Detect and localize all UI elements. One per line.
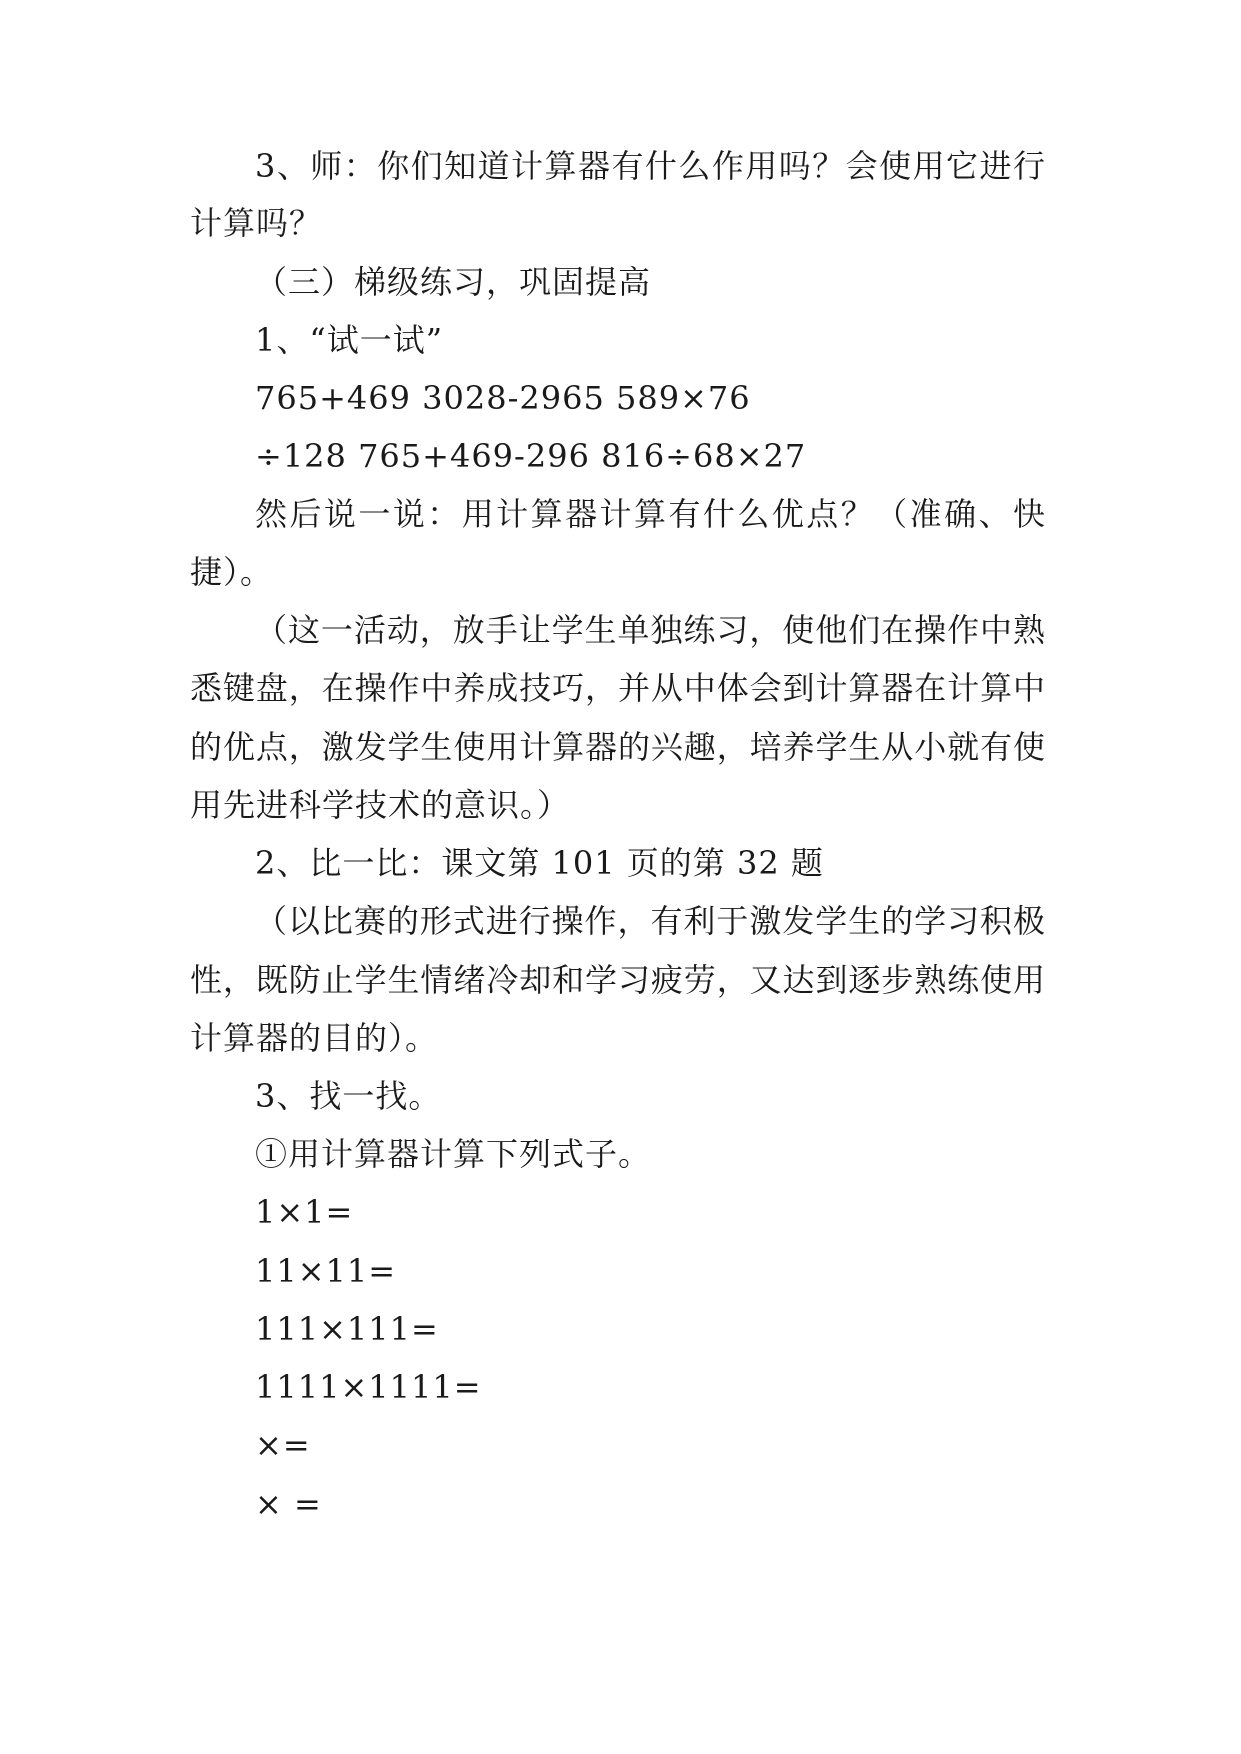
math-expression-line: 1111×1111= bbox=[255, 1368, 482, 1406]
math-expression-line: × = bbox=[255, 1485, 322, 1523]
exercise-heading: 1、“试一试” bbox=[255, 321, 444, 359]
exercise-heading: 3、找一找。 bbox=[255, 1077, 442, 1115]
paragraph-line: 然后说一说：用计算器计算有什么优点？（准确、快 bbox=[255, 495, 1045, 533]
paragraph-line: 捷）。 bbox=[190, 553, 274, 591]
paragraph-line: ①用计算器计算下列式子。 bbox=[255, 1135, 652, 1173]
math-expression-line: ÷128 765+469-296 816÷68×27 bbox=[255, 437, 807, 475]
math-expression-line: 11×11= bbox=[255, 1252, 397, 1290]
section-heading: （三）梯级练习，巩固提高 bbox=[255, 263, 652, 301]
paragraph-line: （这一活动，放手让学生单独练习，使他们在操作中熟 bbox=[255, 611, 1045, 649]
paragraph-line: （以比赛的形式进行操作，有利于激发学生的学习积极 bbox=[255, 902, 1045, 940]
exercise-heading: 2、比一比：课文第 101 页的第 32 题 bbox=[255, 844, 824, 882]
paragraph-line: 3、师：你们知道计算器有什么作用吗？会使用它进行 bbox=[255, 147, 1045, 185]
paragraph-line: 悉键盘，在操作中养成技巧，并从中体会到计算器在计算中 bbox=[190, 669, 1045, 707]
paragraph-line: 计算器的目的）。 bbox=[190, 1019, 439, 1057]
paragraph-line: 的优点，激发学生使用计算器的兴趣，培养学生从小就有使 bbox=[190, 728, 1045, 766]
math-expression-line: ×= bbox=[255, 1426, 311, 1464]
math-expression-line: 1×1= bbox=[255, 1193, 354, 1231]
paragraph-line: 性，既防止学生情绪冷却和学习疲劳，又达到逐步熟练使用 bbox=[190, 961, 1045, 999]
math-expression-line: 765+469 3028-2965 589×76 bbox=[255, 379, 751, 417]
paragraph-line: 计算吗？ bbox=[190, 204, 323, 242]
paragraph-line: 用先进科学技术的意识。） bbox=[190, 786, 571, 824]
math-expression-line: 111×111= bbox=[255, 1310, 439, 1348]
